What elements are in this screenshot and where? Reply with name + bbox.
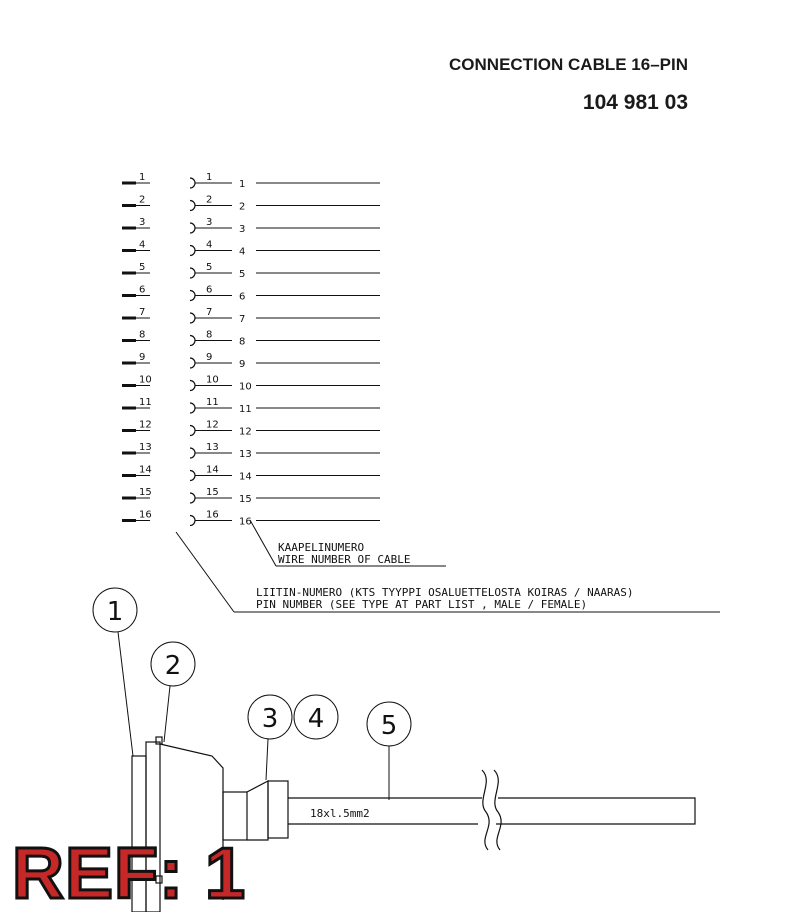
female-socket-symbol: [190, 246, 195, 256]
wire-number: 6: [239, 291, 246, 303]
female-socket-symbol: [190, 201, 195, 211]
wire-number: 3: [239, 224, 246, 235]
socket-pin-number: 9: [206, 352, 213, 363]
female-socket-symbol: [190, 426, 195, 436]
wire-number: 4: [239, 246, 246, 258]
male-pin-number: 10: [139, 374, 152, 386]
pin-row: [122, 487, 380, 505]
pin-row: [122, 285, 380, 303]
wire-number: 12: [239, 426, 252, 438]
wire-number-label-fi: KAAPELINUMERO: [278, 541, 365, 554]
pin-row: [122, 172, 380, 190]
pin-number-label-en: PIN NUMBER (SEE TYPE AT PART LIST , MALE / FEMALE): [256, 598, 588, 611]
wire-number: 10: [239, 381, 252, 393]
male-pin-number: 4: [139, 239, 146, 251]
socket-pin-number: 1: [206, 172, 213, 183]
pin-row: [122, 375, 380, 393]
balloon-4: [294, 695, 338, 739]
socket-pin-number: 8: [206, 329, 213, 341]
female-socket-symbol: [190, 223, 195, 233]
female-socket-symbol: [190, 178, 195, 188]
balloon-2: [151, 642, 195, 742]
male-pin-number: 11: [139, 397, 152, 408]
male-pin-number: 3: [139, 217, 146, 228]
pin-row: [122, 420, 380, 438]
balloon-5: [367, 702, 411, 800]
wire-number-leader: [250, 520, 276, 566]
part-number: 104 981 03: [582, 91, 688, 114]
wire-number: 7: [239, 314, 246, 325]
male-pin-number: 5: [139, 262, 146, 273]
female-socket-symbol: [190, 403, 195, 413]
wire-number: 16: [239, 516, 252, 528]
male-pin-number: 16: [139, 509, 152, 521]
balloon-1: [93, 588, 137, 756]
pin-number-leader: [176, 532, 234, 612]
pin-rows: [122, 172, 380, 528]
male-pin-number: 9: [139, 352, 146, 363]
pin-row: [122, 240, 380, 258]
female-socket-symbol: [190, 336, 195, 346]
socket-pin-number: 12: [206, 419, 219, 431]
pin-row: [122, 330, 380, 348]
wire-number: 15: [239, 494, 252, 505]
wire-number: 14: [239, 471, 252, 483]
female-socket-symbol: [190, 291, 195, 301]
male-pin-number: 14: [139, 464, 152, 476]
socket-pin-number: 13: [206, 442, 219, 453]
ref-stamp: REF: 1: [12, 834, 247, 914]
wire-number: 1: [239, 179, 246, 190]
svg-text:2: 2: [164, 651, 182, 681]
female-socket-symbol: [190, 381, 195, 391]
drawing-title: CONNECTION CABLE 16–PIN: [449, 55, 688, 74]
wire-number: 13: [239, 449, 252, 460]
wire-number-label-en: WIRE NUMBER OF CABLE: [278, 553, 411, 566]
pin-row: [122, 465, 380, 483]
female-socket-symbol: [190, 268, 195, 278]
male-pin-number: 12: [139, 419, 152, 431]
pin-row: [122, 262, 380, 280]
pin-row: [122, 510, 380, 528]
male-pin-number: 1: [139, 172, 146, 183]
female-socket-symbol: [190, 493, 195, 503]
wire-number: 9: [239, 359, 246, 370]
pin-number-label-fi: LIITIN-NUMERO (KTS TYYPPI OSALUETTELOSTA KOIRAS / NAARAS): [256, 586, 634, 599]
svg-text:4: 4: [307, 704, 325, 734]
female-socket-symbol: [190, 516, 195, 526]
male-pin-number: 2: [139, 194, 146, 206]
wire-number: 8: [239, 336, 246, 348]
male-pin-number: 7: [139, 307, 146, 318]
pin-row: [122, 217, 380, 235]
cable-spec-label: 18xl.5mm2: [310, 807, 370, 820]
socket-pin-number: 16: [206, 509, 219, 521]
pin-row: [122, 352, 380, 370]
pin-row: [122, 307, 380, 325]
pin-row: [122, 397, 380, 415]
socket-pin-number: 3: [206, 217, 213, 228]
male-pin-number: 8: [139, 329, 146, 341]
socket-pin-number: 2: [206, 194, 213, 206]
wire-number: 2: [239, 201, 246, 213]
socket-pin-number: 11: [206, 397, 219, 408]
socket-pin-number: 15: [206, 487, 219, 498]
socket-pin-number: 5: [206, 262, 213, 273]
pin-row: [122, 195, 380, 213]
socket-pin-number: 14: [206, 464, 219, 476]
male-pin-number: 13: [139, 442, 152, 453]
svg-text:3: 3: [261, 704, 279, 734]
svg-text:1: 1: [106, 597, 124, 627]
female-socket-symbol: [190, 358, 195, 368]
female-socket-symbol: [190, 313, 195, 323]
female-socket-symbol: [190, 448, 195, 458]
wire-number: 5: [239, 269, 246, 280]
svg-text:5: 5: [380, 711, 398, 741]
male-pin-number: 15: [139, 487, 152, 498]
female-socket-symbol: [190, 471, 195, 481]
socket-pin-number: 7: [206, 307, 213, 318]
male-pin-number: 6: [139, 284, 146, 296]
wire-number: 11: [239, 404, 252, 415]
socket-pin-number: 10: [206, 374, 219, 386]
socket-pin-number: 4: [206, 239, 213, 251]
socket-pin-number: 6: [206, 284, 213, 296]
pin-row: [122, 442, 380, 460]
balloon-3: [248, 695, 292, 780]
